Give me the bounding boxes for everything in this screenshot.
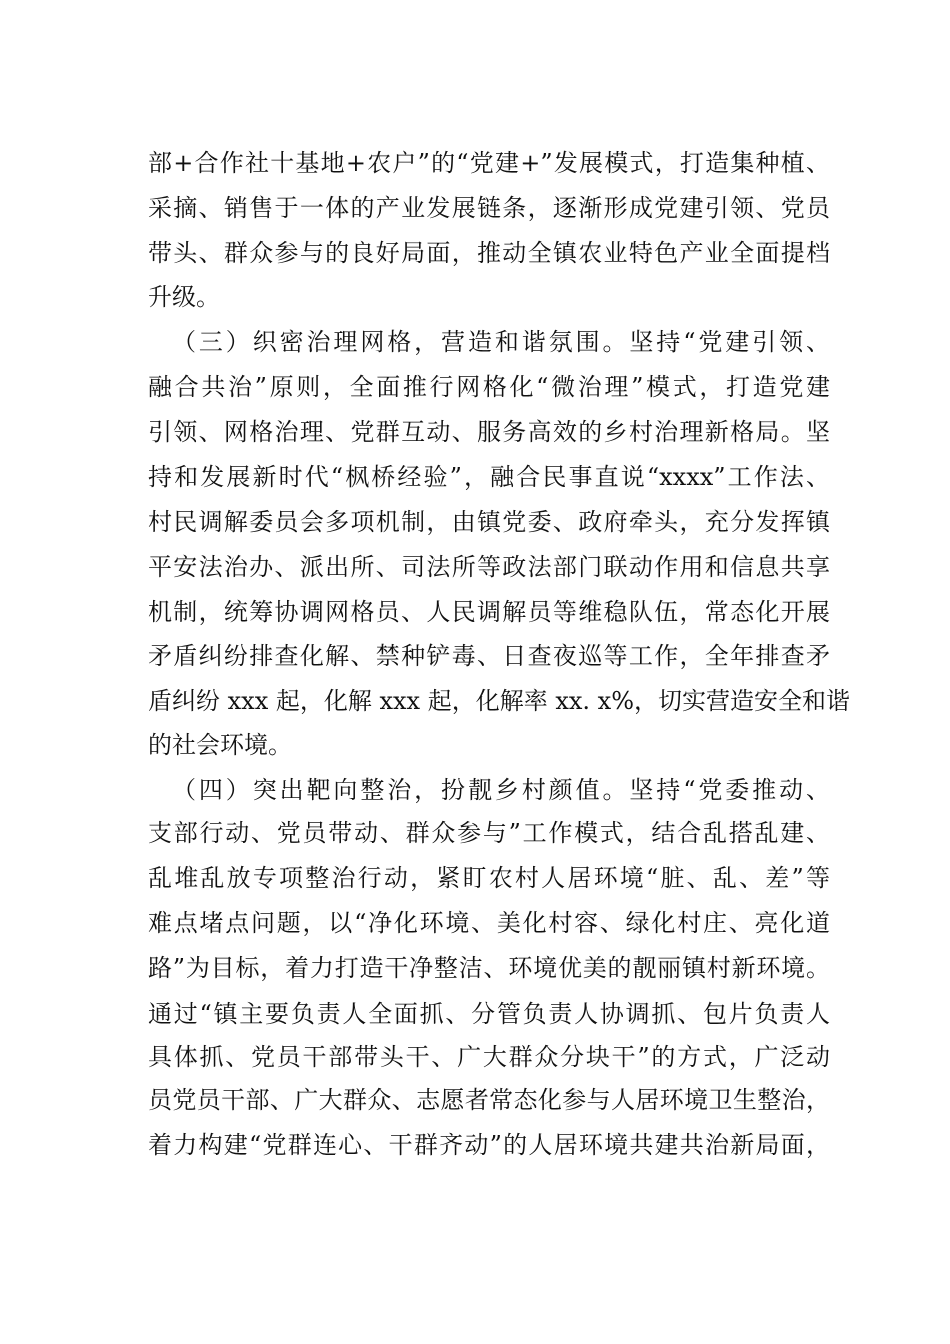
text-line: 采摘、销售于一体的产业发展链条，逐渐形成党建引领、党员 xyxy=(148,194,830,222)
text-line: 具体抓、党员干部带头干、广大群众分块干”的方式，广泛动 xyxy=(148,1043,830,1071)
text-line: 矛盾纠纷排查化解、禁种铲毒、日查夜巡等工作，全年排查矛 xyxy=(148,642,830,670)
text-line: 的社会环境。 xyxy=(148,731,292,759)
text-line: 平安法治办、派出所、司法所等政法部门联动作用和信息共享 xyxy=(148,553,830,581)
text-line: 支部行动、党员带动、群众参与”工作模式，结合乱搭乱建、 xyxy=(148,819,830,847)
section-heading-line: （三）织密治理网格，营造和谐氛围。坚持“党建引领、 xyxy=(172,328,830,356)
text-line: 带头、群众参与的良好局面，推动全镇农业特色产业全面提档 xyxy=(148,239,830,267)
text-line: 部+合作社十基地+农户”的“党建+”发展模式，打造集种植、 xyxy=(148,149,830,177)
text-line: 融合共治”原则，全面推行网格化“微治理”模式，打造党建 xyxy=(148,373,830,401)
text-line: 引领、网格治理、党群互动、服务高效的乡村治理新格局。坚 xyxy=(148,418,830,446)
text-line: 难点堵点问题，以“净化环境、美化村容、绿化村庄、亮化道 xyxy=(148,909,830,937)
text-line: 员党员干部、广大群众、志愿者常态化参与人居环境卫生整治， xyxy=(148,1086,830,1114)
text-line: 持和发展新时代“枫桥经验”，融合民事直说“xxxx”工作法、 xyxy=(148,463,830,491)
text-line: 通过“镇主要负责人全面抓、分管负责人协调抓、包片负责人 xyxy=(148,1000,830,1028)
text-line: 着力构建“党群连心、干群齐动”的人居环境共建共治新局面， xyxy=(148,1131,830,1159)
text-line: 路”为目标，着力打造干净整洁、环境优美的靓丽镇村新环境。 xyxy=(148,954,830,982)
text-line: 盾纠纷 xxx 起，化解 xxx 起，化解率 xx. x%，切实营造安全和谐 xyxy=(148,687,851,715)
text-line: 机制，统筹协调网格员、人民调解员等维稳队伍，常态化开展 xyxy=(148,598,830,626)
section-heading-line: （四）突出靶向整治，扮靓乡村颜值。坚持“党委推动、 xyxy=(172,776,830,804)
text-line: 升级。 xyxy=(148,283,220,311)
text-line: 村民调解委员会多项机制，由镇党委、政府牵头，充分发挥镇 xyxy=(148,508,830,536)
text-line: 乱堆乱放专项整治行动，紧盯农村人居环境“脏、乱、差”等 xyxy=(148,864,830,892)
